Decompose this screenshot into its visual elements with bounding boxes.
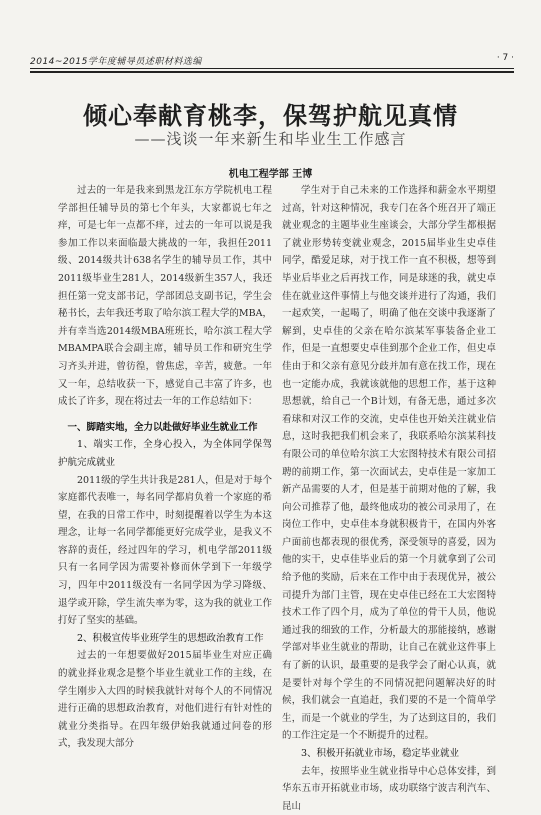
paragraph: 2011级的学生共计我是281人，但是对于每个家庭都代表唯一，每名同学都肩负着一个家庭的希望，在我的日常工作中，时刻提醒着以学生为本这理念，让每一名同学都能更好完成学业，是我义不容辞的责任，经过四年的学习，机电学部2011级只有一名同学因为需要补修而休学到下一年级学习，四年中2011级没有一名同学因为学习降级、退学或开除，学生流失率为零，这为我的就业工作打好了坚实的基础。 (58, 474, 272, 627)
paragraph: 过去的一年想要做好2015届毕业生对应正确的就业择业观念是整个毕业生就业工作的主线，在学生刚步入大四的时候我就针对每个人的不同情况进行正确的思想政治教育，对他们进行有针对性的就业分类指导。在四年级伊始我就通过问卷的形式，我发现大部分 (58, 650, 272, 750)
article-title: 倾心奉献育桃李，保驾护航见真情 (83, 101, 458, 130)
right-column (282, 182, 496, 815)
header-rule-thick (30, 71, 514, 73)
left-column (58, 182, 272, 753)
section-heading: 一、脚踏实地，全力以赴做好毕业生就业工作 (67, 421, 258, 433)
subsection-heading: 2、积极宣传毕业班学生的思想政治教育工作 (77, 632, 264, 644)
article-subtitle: ——浅谈一年来新生和毕业生工作感言 (134, 130, 407, 148)
paragraph: 学生对于自己未来的工作选择和薪金水平期望过高，针对这种情况，我专门在各个班召开了端正就业观念的主题毕业生座谈会，大部分学生都根据了就业形势转变就业观念，2015届毕业生史卓佳同学，酷爱足球，对于找工作一直不积极，想等到毕业后毕业之后再找工作，同是球迷的我，就史卓佳在就业这件事情上与他交谈并进行了沟通，我们一起欢笑，一起喝了，明确了他在交谈中我逐渐了解到，史卓佳的父亲在哈尔滨某军事装备企业工作，但是一直想要史卓佳到那个企业工作，但史卓佳由于和父亲有意见分歧并加有意在找工作，现在也一定能办成，我就该就他的思想工作，基于这种思想就，给自己一个B计划，有备无患，通过多次看球和对汉工作的交流，史卓佳也开始关注就业信息，这时我把我们机会来了，我联系哈尔滨某科技有限公司的单位哈尔滨工大宏图特技术有限公司招聘的前期工作，第一次面试去，史卓佳是一家加工新产品需要的人才，但是基于前期对他的了解，我向公司推荐了他，最终他成功的被公司录用了，在岗位工作中，史卓佳本身就积极肯干，在国内外客户面前也都表现的很优秀，深受领导的喜爱，因为他的实干，史卓佳毕业后的第一个月就拿到了公司给予他的奖励，后来在工作中由于表现优异，被公司提升为部门主管，现在史卓佳已经在工大宏图特技术工作了四个月，成为了单位的骨干人员，他说通过我的细致的工作，分析最大的那能接纳，感谢学部对毕业生就业的帮助，让自己在就业这件事上有了新的认识，最重要的是我学会了耐心认真，就是要针对每个学生的不同情况把问题解决好的时候，我们就会一直追赶，我们要的不是一个简单学生，而是一个就业的学生，为了达到这目的，我们的工作注定是一个不断提升的过程。 (282, 185, 496, 742)
running-header (30, 54, 514, 66)
article-author: 机电工程学部 王博 (228, 169, 313, 180)
paragraph: 过去的一年是我来到黑龙江东方学院机电工程学部担任辅导员的第七个年头，大家都说七年之痒，可是七年一点都不痒，过去的一年可以说是我参加工作以来面临最大挑战的一年，我担任2011级、2014级共计638名学生的辅导员工作，其中2011级毕业生281人，2014级新生357人，我还担任第一党支部书记，学部团总支副书记，学生会秘书长，去年我还考取了哈尔滨工程大学的MBA，并有幸当选2014级MBA班班长，哈尔滨工程大学MBAMPA联合会副主席，辅导员工作和研究生学习齐头并进，曾彷徨，曾焦虑，辛苦，疲惫。一年又一年，总结收获一下，感觉自己丰富了许多，也成长了许多，现在将过去一年的工作总结如下： (58, 185, 272, 408)
header-title: 2014~2015学年度辅导员述职材料选编 (30, 57, 202, 67)
header-rule (30, 68, 514, 69)
subsection-heading: 1、端实工作，全身心投入，为全体同学保驾护航完成就业 (58, 439, 272, 468)
paragraph: 去年，按照毕业生就业指导中心总体安排，到华东五市开拓就业市场，成功联络宁波吉利汽车、昆山 (282, 765, 496, 812)
page-number: · 7 · (496, 53, 514, 63)
subsection-heading: 3、积极开拓就业市场，稳定毕业就业 (301, 748, 460, 759)
